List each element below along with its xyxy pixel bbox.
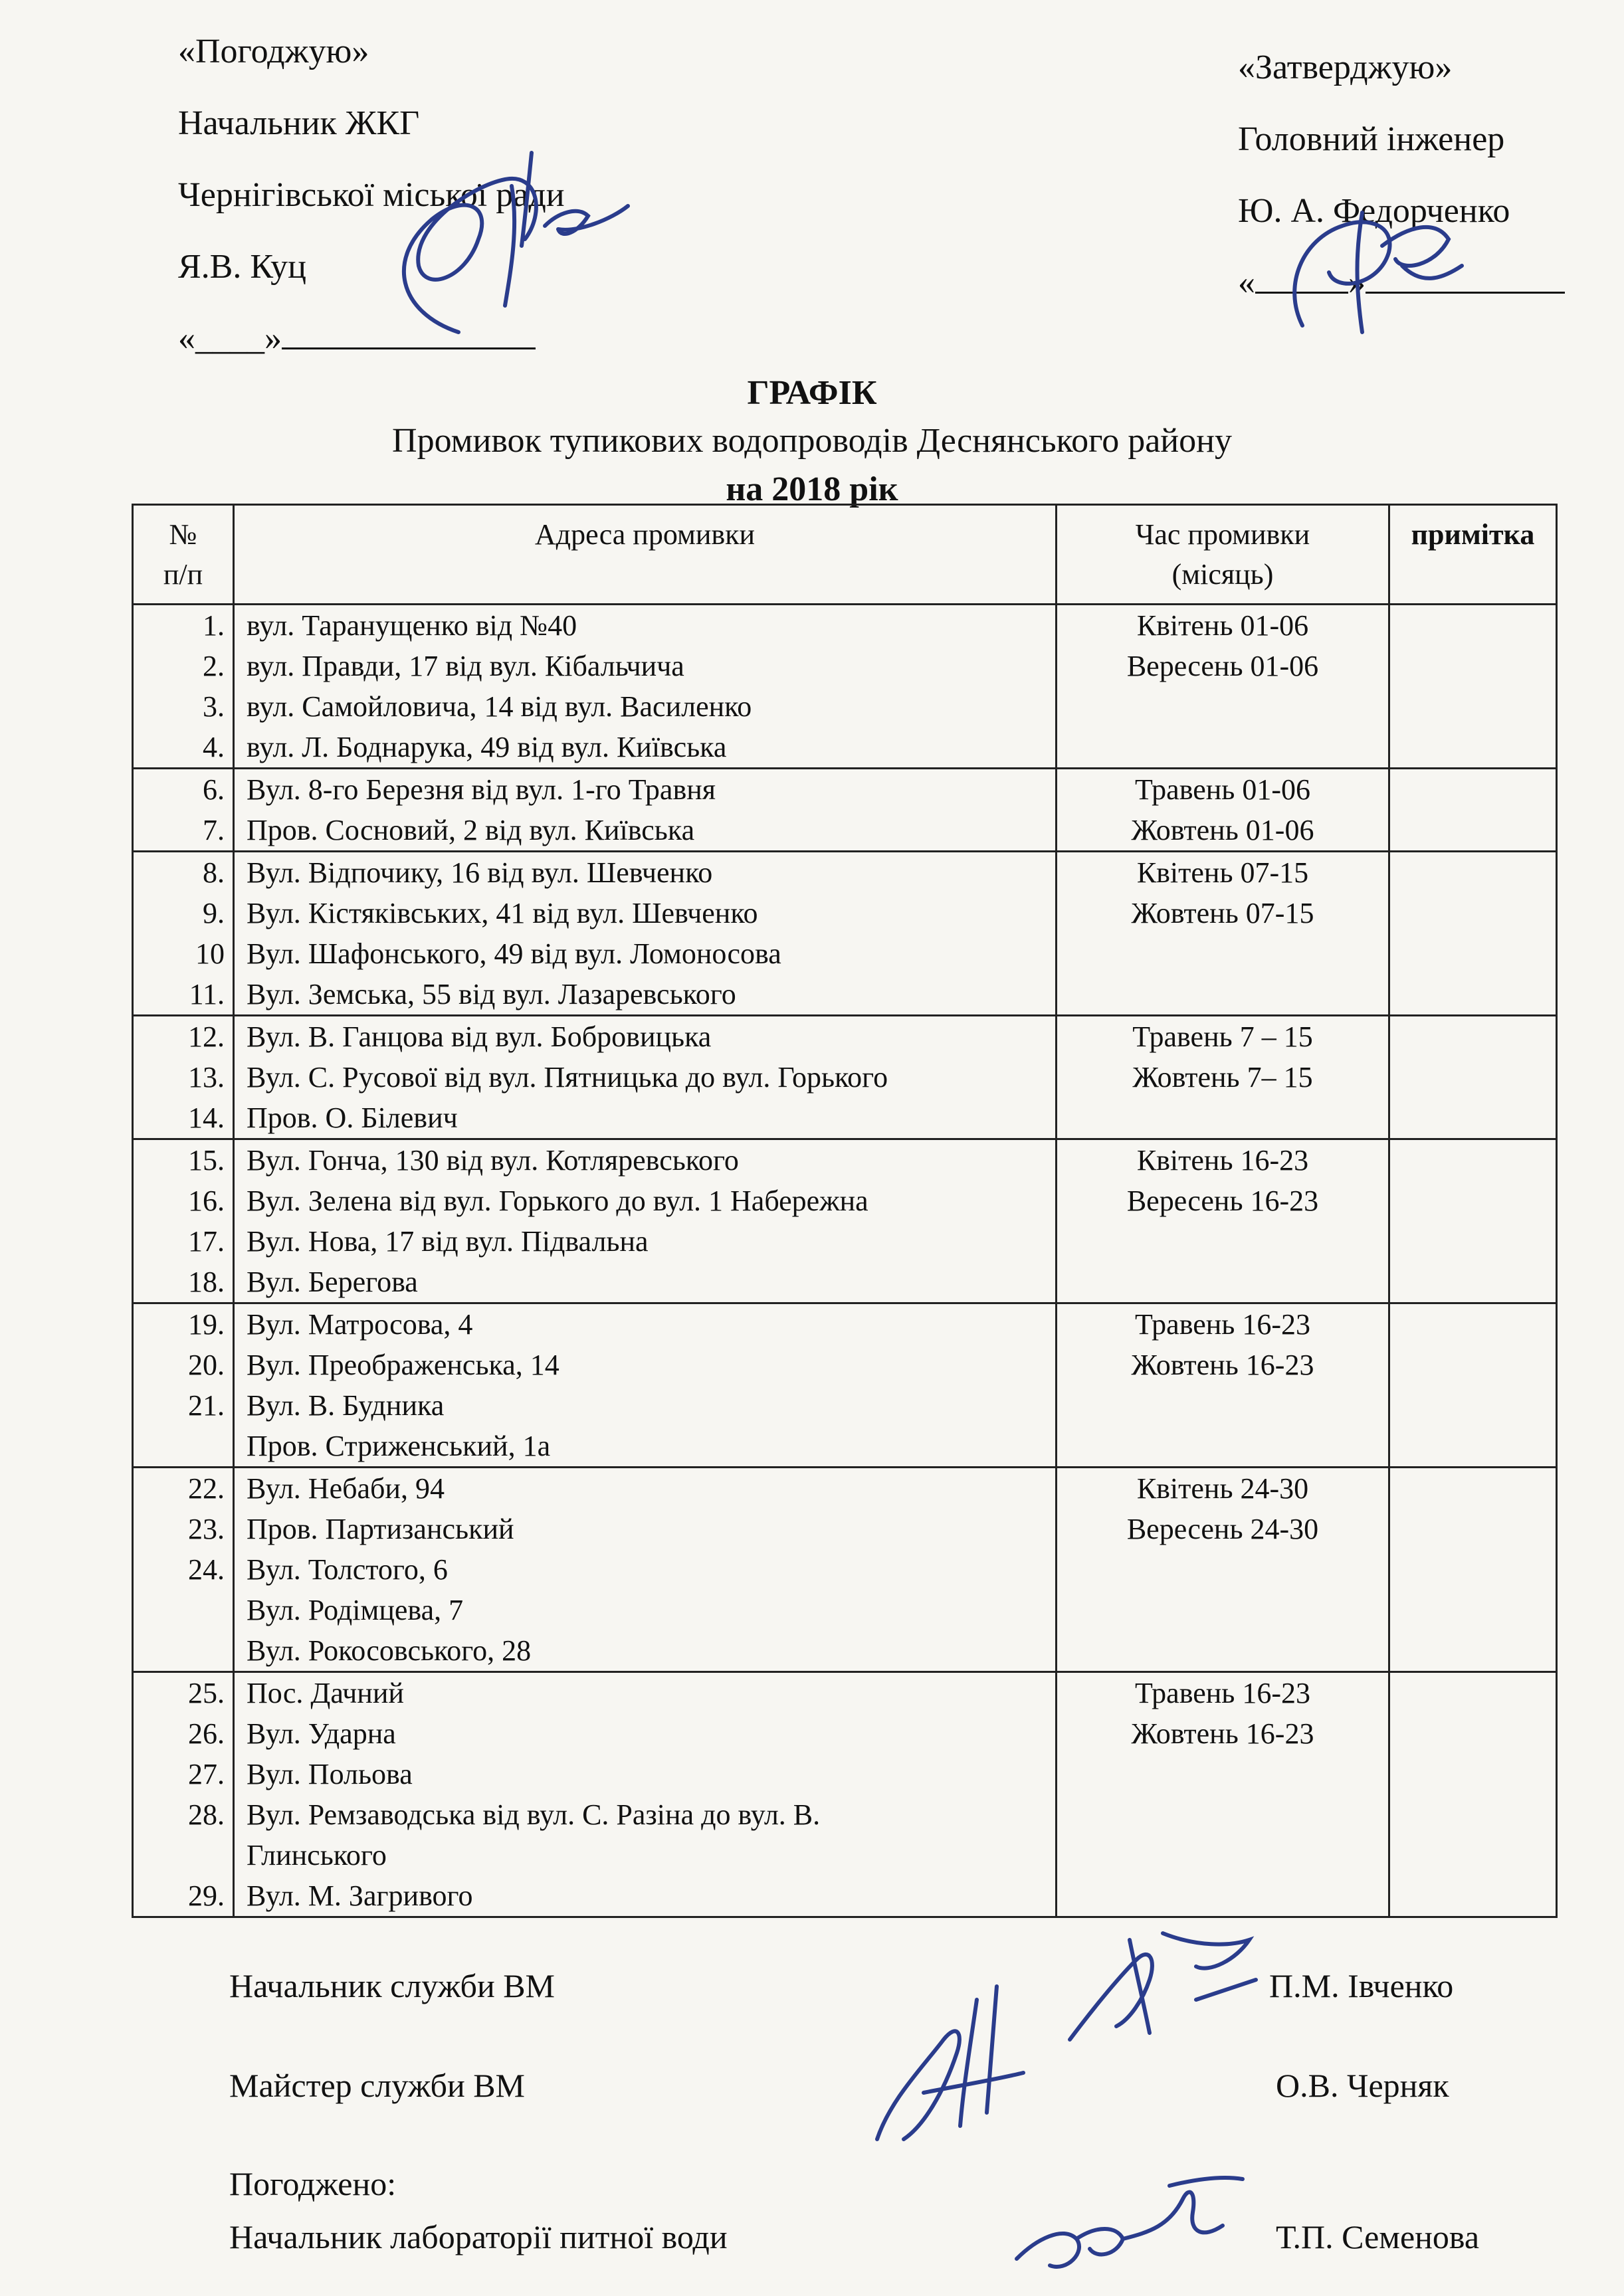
row-time-cell-line: Вересень 24-30 <box>1126 1513 1319 1545</box>
row-address-cell <box>234 852 1057 1016</box>
row-address-cell <box>234 1016 1057 1139</box>
approval-left-organization: Чернігівської міської ради <box>178 176 565 214</box>
row-address-cell-line: Пров. О. Білевич <box>247 1101 458 1134</box>
header-time-label: Час промивки <box>1135 518 1310 551</box>
row-address-cell-line: Вул. В. Ганцова від вул. Бобровицька <box>247 1020 712 1053</box>
header-time <box>1057 505 1389 605</box>
row-time-cell <box>1057 769 1389 852</box>
document-year: на 2018 рік <box>726 470 898 508</box>
row-number-cell-line: 24. <box>188 1553 225 1586</box>
header-number-label: п/п <box>163 558 203 591</box>
signature-kuts <box>359 93 638 345</box>
row-number-cell-line: 10 <box>195 937 225 970</box>
row-number-cell-line: 13. <box>188 1061 225 1094</box>
row-address-cell-line: Пос. Дачний <box>247 1677 404 1709</box>
row-number-cell-line: 23. <box>188 1513 225 1545</box>
row-number-cell <box>133 1016 234 1139</box>
row-address-cell-line: Вул. 8-го Березня від вул. 1-го Травня <box>247 773 716 806</box>
row-note-cell <box>1389 1139 1557 1303</box>
row-time-cell-line: Травень 16-23 <box>1134 1308 1311 1341</box>
row-time-cell-line: Квітень 24-30 <box>1136 1472 1309 1505</box>
row-note-cell <box>1389 852 1557 1016</box>
row-number-cell-line <box>134 1630 225 1671</box>
row-number-cell-line: 12. <box>188 1020 225 1053</box>
row-time-cell-line: Вересень 16-23 <box>1126 1185 1319 1217</box>
footer-name-chernyak: О.В. Черняк <box>1276 2067 1449 2104</box>
row-time-cell-line: Травень 01-06 <box>1134 773 1311 806</box>
row-address-cell-line: Вул. Небаби, 94 <box>247 1472 445 1505</box>
table-row <box>133 1672 1557 1917</box>
footer-role-head-service: Начальник служби ВМ <box>229 1967 556 2004</box>
row-address-cell-line: Вул. В. Будника <box>247 1389 445 1422</box>
row-time-cell-line: Квітень 07-15 <box>1136 856 1309 889</box>
table-body <box>133 605 1557 1917</box>
row-address-cell-line: Вул. Ударна <box>247 1717 396 1750</box>
row-address-cell-line: Вул. Толстого, 6 <box>247 1553 448 1586</box>
row-time-cell-line: Травень 7 – 15 <box>1132 1020 1313 1053</box>
table-row <box>133 769 1557 852</box>
row-address-cell-line: Вул. М. Загривого <box>247 1879 473 1912</box>
approval-left-position: Начальник ЖКГ <box>178 104 420 142</box>
row-address-cell-line: вул. Правди, 17 від вул. Кібальчича <box>247 650 684 682</box>
row-time-cell-line: Вересень 01-06 <box>1126 650 1319 682</box>
row-address-cell-line: Пров. Партизанський <box>247 1513 514 1545</box>
row-number-cell-line: 19. <box>188 1308 225 1341</box>
row-address-cell-line: вул. Самойловича, 14 від вул. Василенко <box>247 690 752 723</box>
row-address-cell-line: Вул. Відпочику, 16 від вул. Шевченко <box>247 856 713 889</box>
row-number-cell-line: 1. <box>203 609 225 642</box>
row-number-cell <box>133 769 234 852</box>
row-address-cell <box>234 769 1057 852</box>
row-number-cell-line: 28. <box>188 1798 225 1831</box>
row-number-cell-line: 11. <box>189 978 225 1010</box>
row-time-cell <box>1057 1672 1389 1917</box>
table-header-row <box>133 505 1557 605</box>
approval-left-name: Я.В. Куц <box>178 248 306 286</box>
row-address-cell-line: Вул. Кістяківських, 41 від вул. Шевченко <box>247 897 758 929</box>
row-number-cell-line: 27. <box>188 1758 225 1790</box>
document-subtitle: Промивок тупикових водопроводів Деснянського району <box>392 422 1232 460</box>
row-number-cell-line: 22. <box>188 1472 225 1505</box>
row-note-cell <box>1389 1016 1557 1139</box>
row-note-cell <box>1389 1303 1557 1468</box>
table-row <box>133 1468 1557 1672</box>
row-address-cell <box>234 605 1057 769</box>
row-number-cell-line: 14. <box>188 1101 225 1134</box>
row-address-cell <box>234 1672 1057 1917</box>
row-time-cell <box>1057 852 1389 1016</box>
row-number-cell-line: 15. <box>188 1144 225 1177</box>
row-number-cell-line: 29. <box>188 1879 225 1912</box>
row-number-cell-line: 18. <box>188 1266 225 1298</box>
row-time-cell-line: Жовтень 7– 15 <box>1132 1061 1313 1094</box>
row-time-cell-line: Жовтень 16-23 <box>1131 1717 1314 1750</box>
row-time-cell <box>1057 1468 1389 1672</box>
row-number-cell <box>133 605 234 769</box>
row-time-cell <box>1057 605 1389 769</box>
row-address-cell-line: Вул. Гонча, 130 від вул. Котляревського <box>247 1144 739 1177</box>
footer-name-ivchenko: П.М. Івченко <box>1269 1967 1454 2004</box>
row-address-cell-line: Вул. Польова <box>247 1758 413 1790</box>
row-number-cell-line <box>134 1590 225 1630</box>
row-address-cell-line: Вул. Рокосовського, 28 <box>247 1634 532 1667</box>
signature-semenova <box>1003 2159 1256 2292</box>
row-time-cell-line: Квітень 16-23 <box>1136 1144 1309 1177</box>
row-address-cell-line: Глинського <box>247 1839 387 1871</box>
row-number-cell-line: 8. <box>203 856 225 889</box>
row-number-cell <box>133 1139 234 1303</box>
row-note-cell <box>1389 769 1557 852</box>
approval-right-title: «Затверджую» <box>1238 48 1453 86</box>
approval-left-date-prefix: «____» <box>178 320 282 357</box>
row-address-cell-line: Вул. Зелена від вул. Горького до вул. 1 Набережна <box>247 1185 868 1217</box>
header-note: примітка <box>1389 505 1557 605</box>
row-number-cell <box>133 852 234 1016</box>
signature-fedorchenko <box>1263 186 1475 345</box>
row-note-cell <box>1389 1672 1557 1917</box>
row-number-cell-line: 4. <box>203 731 225 763</box>
table-row <box>133 1139 1557 1303</box>
row-number-cell-line: 16. <box>188 1185 225 1217</box>
row-time-cell-line: Квітень 01-06 <box>1136 609 1309 642</box>
row-address-cell-line: Вул. Родімцева, 7 <box>247 1594 464 1626</box>
footer-role-master-service: Майстер служби ВМ <box>229 2067 526 2104</box>
row-address-cell-line: Вул. Шафонського, 49 від вул. Ломоносова <box>247 937 781 970</box>
header-time-unit: (місяць) <box>1171 558 1274 591</box>
row-address-cell-line: Вул. Ремзаводська від вул. С. Разіна до вул. В. <box>247 1798 821 1831</box>
row-address-cell-line: Вул. Матросова, 4 <box>247 1308 473 1341</box>
row-number-cell-line <box>134 1835 225 1875</box>
row-time-cell <box>1057 1016 1389 1139</box>
row-number-cell-line: 17. <box>188 1225 225 1258</box>
row-address-cell-line: Вул. Преображенська, 14 <box>247 1349 559 1381</box>
approval-left-title: «Погоджую» <box>178 33 369 70</box>
row-number-cell <box>133 1468 234 1672</box>
table-row <box>133 1016 1557 1139</box>
row-time-cell-line: Жовтень 01-06 <box>1131 814 1314 846</box>
approval-right-date-open: « <box>1238 264 1255 302</box>
row-number-cell-line: 20. <box>188 1349 225 1381</box>
row-number-cell <box>133 1303 234 1468</box>
row-time-cell <box>1057 1139 1389 1303</box>
signature-ivchenko <box>1050 1920 1263 2053</box>
row-number-cell <box>133 1672 234 1917</box>
row-number-cell-line: 7. <box>203 814 225 846</box>
row-address-cell-line: Вул. С. Русової від вул. Пятницька до вул. Горького <box>247 1061 888 1094</box>
table-row <box>133 605 1557 769</box>
row-time-cell <box>1057 1303 1389 1468</box>
footer-name-semenova: Т.П. Семенова <box>1276 2218 1480 2255</box>
footer-agreed-label: Погоджено: <box>229 2165 397 2202</box>
table-row <box>133 852 1557 1016</box>
row-address-cell <box>234 1468 1057 1672</box>
header-address: Адреса промивки <box>234 505 1057 605</box>
row-number-cell-line: 6. <box>203 773 225 806</box>
row-address-cell-line: Вул. Нова, 17 від вул. Підвальна <box>247 1225 649 1258</box>
row-address-cell <box>234 1139 1057 1303</box>
header-number <box>133 505 234 605</box>
flushing-schedule-table <box>132 504 1558 1918</box>
row-note-cell <box>1389 1468 1557 1672</box>
approval-right-name: Ю. А. Федорченко <box>1238 192 1510 230</box>
row-number-cell-line: 26. <box>188 1717 225 1750</box>
row-time-cell-line: Жовтень 16-23 <box>1131 1349 1314 1381</box>
row-note-cell <box>1389 605 1557 769</box>
row-time-cell-line: Травень 16-23 <box>1134 1677 1311 1709</box>
row-address-cell-line: Пров. Стриженський, 1а <box>247 1430 551 1462</box>
header-number-symbol: № <box>169 518 197 551</box>
approval-right-position: Головний інженер <box>1238 120 1505 158</box>
row-address-cell <box>234 1303 1057 1468</box>
row-number-cell-line: 21. <box>188 1389 225 1422</box>
row-number-cell-line: 25. <box>188 1677 225 1709</box>
row-number-cell-line <box>134 1426 225 1466</box>
approval-right-date-close: » <box>1348 264 1366 302</box>
row-address-cell-line: вул. Таранущенко від №40 <box>247 609 577 642</box>
footer-role-lab-head: Начальник лабораторії питної води <box>229 2218 728 2255</box>
document-title: ГРАФІК <box>747 374 877 412</box>
row-address-cell-line: вул. Л. Боднарука, 49 від вул. Київська <box>247 731 727 763</box>
row-number-cell-line: 3. <box>203 690 225 723</box>
row-address-cell-line: Пров. Сосновий, 2 від вул. Київська <box>247 814 695 846</box>
row-address-cell-line: Вул. Земська, 55 від вул. Лазаревського <box>247 978 736 1010</box>
row-number-cell-line: 9. <box>203 897 225 929</box>
table-row <box>133 1303 1557 1468</box>
row-time-cell-line: Жовтень 07-15 <box>1131 897 1314 929</box>
row-number-cell-line: 2. <box>203 650 225 682</box>
row-address-cell-line: Вул. Берегова <box>247 1266 418 1298</box>
